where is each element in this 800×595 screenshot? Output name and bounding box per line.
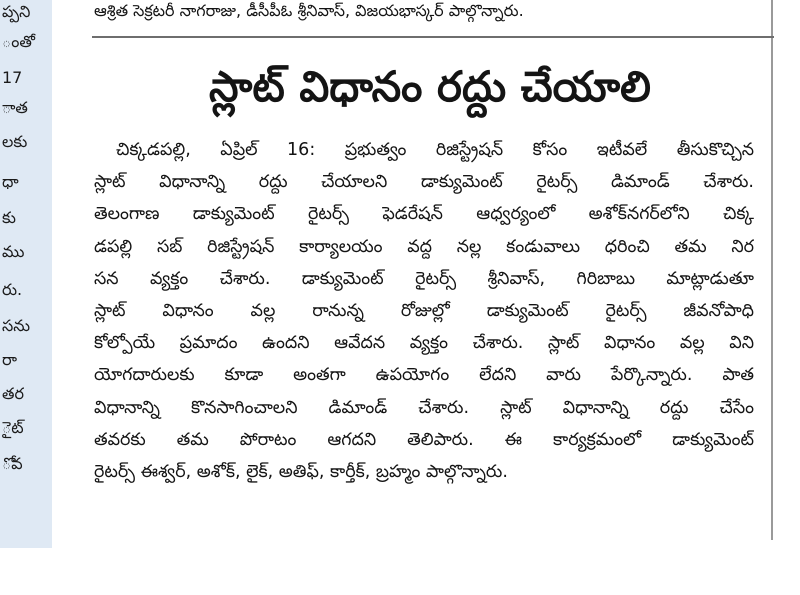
column-divider	[771, 0, 773, 540]
article-line: తవరకు తమ పోరాటం ఆగదని తెలిపారు. ఈ కార్యక్రమంలో డాక్యుమెంట్	[94, 429, 754, 450]
adjacent-column-fragment: ము	[2, 242, 25, 261]
adjacent-column-fragment: లకు	[2, 132, 28, 151]
adjacent-column-fragment: తర	[2, 384, 24, 403]
article-line: రైటర్స్ ఈశ్వర్, అశోక్, లైక్, అతిఫ్, కార్తీక్, బ్రహ్మం పాల్గొన్నారు.	[94, 461, 508, 482]
adjacent-column-fragment: సను	[2, 316, 31, 335]
article-line: స్లాట్ విధానం వల్ల రానున్న రోజుల్లో డాక్యుమెంట్ రైటర్స్ జీవనోపాధి	[94, 300, 754, 321]
adjacent-column-fragment: ంతో	[2, 32, 35, 51]
article-line: డపల్లి సబ్ రిజిస్ట్రేషన్ కార్యాలయం వద్ద నల్ల కండువాలు ధరించి తమ నిర	[94, 236, 754, 257]
adjacent-column-fragment: రా	[2, 350, 17, 369]
adjacent-column-fragment: ధా	[2, 172, 19, 191]
article-line: తెలంగాణ డాక్యుమెంట్ రైటర్స్ ఫెడరేషన్ ఆధ్వర్యంలో అశోక్‌నగర్‌లోని చిక్క	[94, 204, 754, 225]
adjacent-column-fragment: ోవ	[2, 454, 23, 473]
adjacent-column-fragment: రు.	[2, 280, 23, 299]
article-line: సన వ్యక్తం చేశారు. డాక్యుమెంట్ రైటర్స్ శ్రీనివాస్, గిరిబాబు మాట్లాడుతూ	[94, 268, 754, 289]
article-line: కోల్పోయే ప్రమాదం ఉందని ఆవేదన వ్యక్తం చేశారు. స్లాట్ విధానం వల్ల విని	[94, 333, 754, 354]
article-separator-rule	[92, 36, 774, 38]
adjacent-column-fragment: కు	[2, 208, 16, 227]
article-line: చిక్కడపల్లి, ఏప్రిల్ 16: ప్రభుత్వం రిజిస్ట్రేషన్ కోసం ఇటీవలే తీసుకొచ్చిన	[116, 140, 754, 160]
adjacent-column-fragment: 17	[2, 68, 23, 87]
article-body	[94, 134, 754, 488]
adjacent-column-fragment: ైట్	[2, 418, 24, 437]
article-headline: స్లాట్ విధానం రద్దు చేయాలి	[209, 62, 651, 111]
adjacent-column-fragment: ప్పని	[2, 2, 31, 21]
article-line: విధానాన్ని కొనసాగించాలని డిమాండ్ చేశారు. స్లాట్ విధానాన్ని రద్దు చేసేం	[94, 397, 754, 418]
adjacent-column-fragment: ాత	[2, 98, 28, 117]
article-line: యోగదారులకు కూడా అంతగా ఉపయోగం లేదని వారు పేర్కొన్నారు. పాత	[94, 365, 754, 386]
article-line: స్లాట్ విధానాన్ని రద్దు చేయాలని డాక్యుమెంట్ రైటర్స్ డిమాండ్ చేశారు.	[94, 172, 754, 193]
adjacent-column-strip	[0, 0, 52, 548]
previous-article-last-line: ఆశ్రిత సెక్రటరీ నాగరాజు, డీసీపీఓ శ్రీనివాస్, విజయభాస్కర్ పాల్గొన్నారు.	[94, 1, 524, 20]
